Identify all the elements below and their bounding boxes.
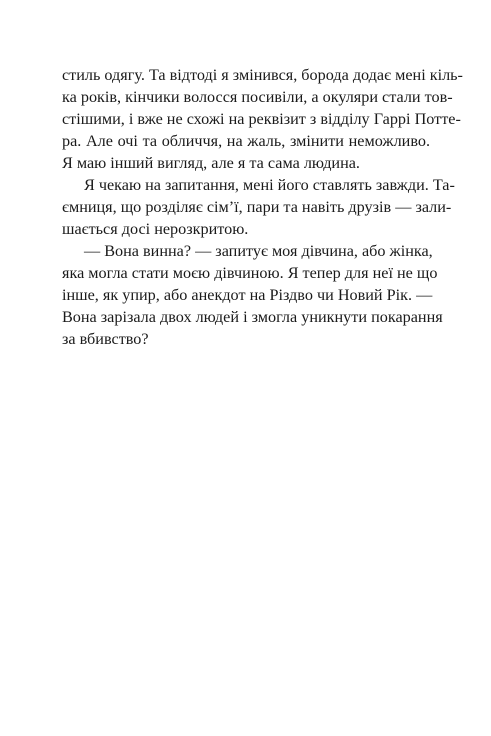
text-line: — Вона винна? — запитує моя дівчина, або жінка, bbox=[84, 242, 433, 260]
text-line: шається досі нерозкритою. bbox=[62, 220, 249, 238]
text-line: ємниця, що розділяє сім’ї, пари та навіть друзів — зали- bbox=[62, 198, 452, 216]
text-line: інше, як упир, або анекдот на Різдво чи Новий Рік. — bbox=[62, 286, 433, 304]
text-line: ка років, кінчики волосся посивіли, а окуляри стали тов- bbox=[62, 88, 453, 106]
text-line: Я маю інший вигляд, але я та сама людина. bbox=[62, 154, 360, 172]
text-line: Я чекаю на запитання, мені його ставлять завжди. Та- bbox=[84, 176, 455, 194]
text-line: стішими, і вже не схожі на реквізит з відділу Гаррі Потте- bbox=[62, 110, 461, 128]
paragraph-3 bbox=[62, 240, 443, 350]
text-line: за вбивство? bbox=[62, 330, 149, 348]
text-line: яка могла стати моєю дівчиною. Я тепер для неї не що bbox=[62, 264, 438, 282]
paragraph-1 bbox=[62, 64, 463, 174]
paragraph-2 bbox=[62, 174, 455, 240]
body-text bbox=[62, 64, 463, 350]
text-line: стиль одягу. Та відтоді я змінився, борода додає мені кіль- bbox=[62, 66, 463, 84]
text-line: Вона зарізала двох людей і змогла уникнути покарання bbox=[62, 308, 443, 326]
text-line: ра. Але очі та обличчя, на жаль, змінити неможливо. bbox=[62, 132, 430, 150]
